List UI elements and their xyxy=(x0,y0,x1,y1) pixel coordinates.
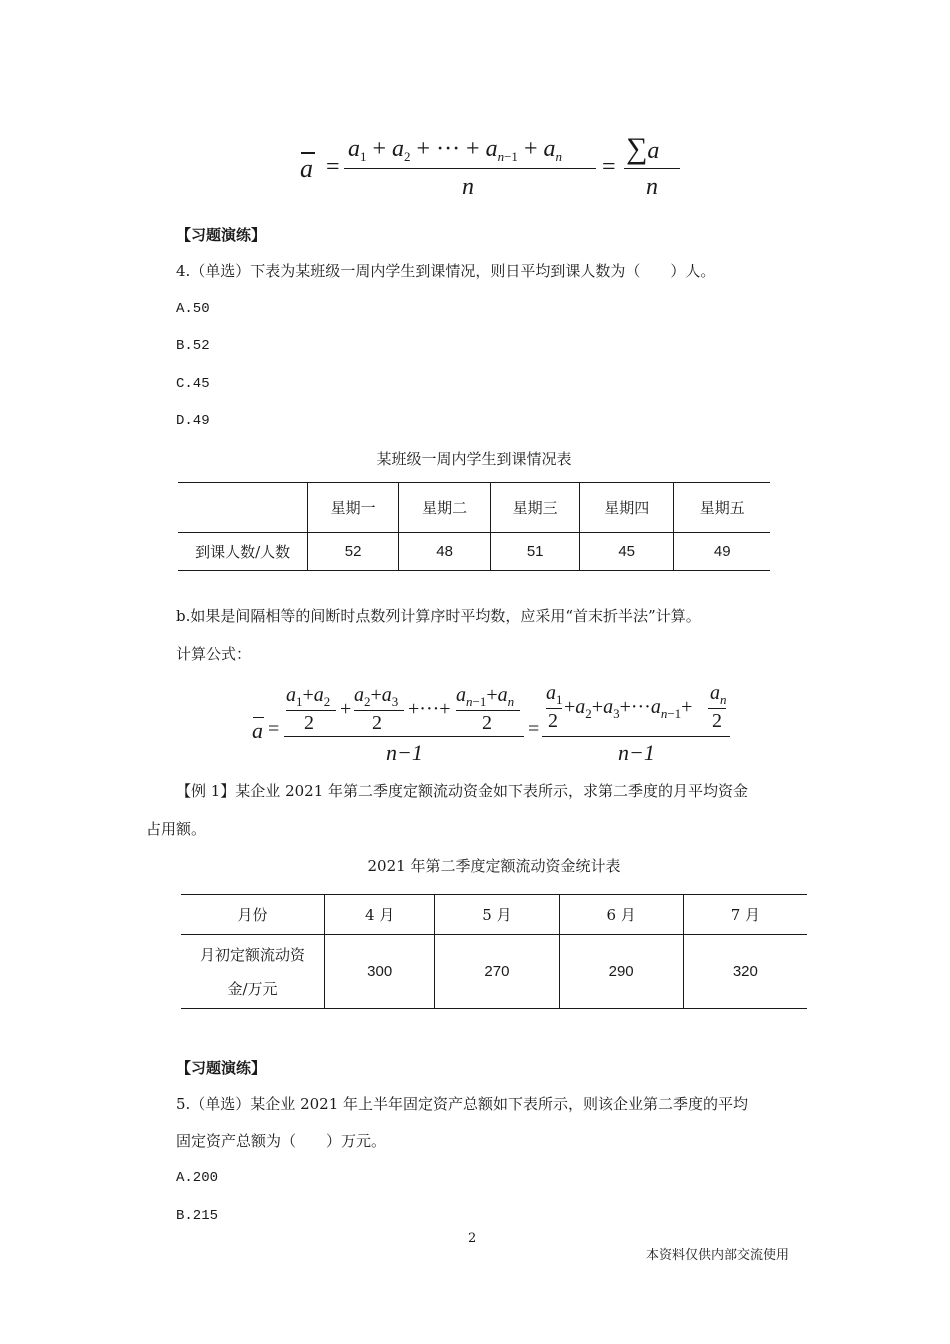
example-1-line-2: 占用额。 xyxy=(146,820,207,838)
paragraph-b: b.如果是间隔相等的间断时点数列计算序时平均数，应采用“首末折半法”计算。 xyxy=(176,607,701,625)
table-header-row xyxy=(178,483,770,533)
table-cell: 49 xyxy=(674,533,770,571)
formula2-lhs: a xyxy=(252,718,263,743)
table-header-cell: 星期一 xyxy=(308,483,399,533)
question-4-option-c[interactable]: C.45 xyxy=(176,376,210,392)
table-header-cell: 星期三 xyxy=(491,483,580,533)
formula-lhs: a xyxy=(300,154,313,183)
example-1-line-1: 【例 1】某企业 2021 年第二季度定额流动资金如下表所示，求第二季度的月平均资金 xyxy=(176,782,749,800)
formula-numerator: $a_1 + a_2$ + ··· + $a_{n-1} + a_n$ xyxy=(348,136,562,164)
table-header-cell: 4 月 xyxy=(325,895,435,935)
table-header-row xyxy=(181,895,807,935)
attendance-table xyxy=(178,482,770,571)
question-5-option-b[interactable]: B.215 xyxy=(176,1208,219,1224)
working-capital-table xyxy=(181,894,807,1009)
question-5-option-a[interactable]: A.200 xyxy=(176,1170,219,1186)
mean-formula: a = $a_1 + a_2$ + ··· + $a_{n-1} + a_n$ n = ∑a n xyxy=(290,128,710,208)
table-header-cell: 月份 xyxy=(181,895,325,935)
table-row xyxy=(181,935,807,1009)
table-cell: 52 xyxy=(308,533,399,571)
table-cell: 290 xyxy=(559,935,683,1009)
table-cell: 270 xyxy=(435,935,559,1009)
footer-note: 本资料仅供内部交流使用 xyxy=(646,1248,790,1263)
table-header-cell: 星期二 xyxy=(398,483,491,533)
table-1-caption: 某班级一周内学生到课情况表 xyxy=(376,450,572,468)
formula-denominator: n xyxy=(462,174,474,200)
section-heading-practice-1: 【习题演练】 xyxy=(176,226,267,244)
table-cell: 51 xyxy=(491,533,580,571)
section-heading-practice-2: 【习题演练】 xyxy=(176,1059,267,1077)
table-header-cell xyxy=(178,483,308,533)
table-header-cell: 7 月 xyxy=(683,895,807,935)
table-header-cell: 5 月 xyxy=(435,895,559,935)
table-row-label: 月初定额流动资 金/万元 xyxy=(181,935,325,1009)
question-5-line-1: 5.（单选）某企业 2021 年上半年固定资产总额如下表所示，则该企业第二季度的平均 xyxy=(176,1095,749,1113)
half-method-formula: a = $a_1+a_2$ 2 + $a_2+a_3$ 2 +···+ $a_{n-1}+a_n$ 2 n−1 = $a_1$ 2 $+a_2+a_3+\cdot\cdot\cdot a_{n-1}+$ $a_n$ 2 n−1 xyxy=(248,680,738,770)
table-cell: 48 xyxy=(398,533,491,571)
table-header-cell: 星期四 xyxy=(579,483,674,533)
question-4-option-d[interactable]: D.49 xyxy=(176,413,210,429)
question-4-stem: 4.（单选）下表为某班级一周内学生到课情况，则日平均到课人数为（ ）人。 xyxy=(176,262,716,280)
table-row-label: 到课人数/人数 xyxy=(178,533,308,571)
table-2-caption: 2021 年第二季度定额流动资金统计表 xyxy=(367,857,621,875)
table-cell: 320 xyxy=(683,935,807,1009)
table-header-cell: 6 月 xyxy=(559,895,683,935)
formula-label: 计算公式： xyxy=(176,645,252,663)
table-row xyxy=(178,533,770,571)
sum-symbol: ∑a xyxy=(626,132,660,165)
table-cell: 45 xyxy=(579,533,674,571)
page-number: 2 xyxy=(468,1231,477,1246)
table-header-cell: 星期五 xyxy=(674,483,770,533)
question-5-line-2: 固定资产总额为（ ）万元。 xyxy=(176,1132,387,1150)
question-4-option-a[interactable]: A.50 xyxy=(176,301,210,317)
table-cell: 300 xyxy=(325,935,435,1009)
question-4-option-b[interactable]: B.52 xyxy=(176,338,210,354)
